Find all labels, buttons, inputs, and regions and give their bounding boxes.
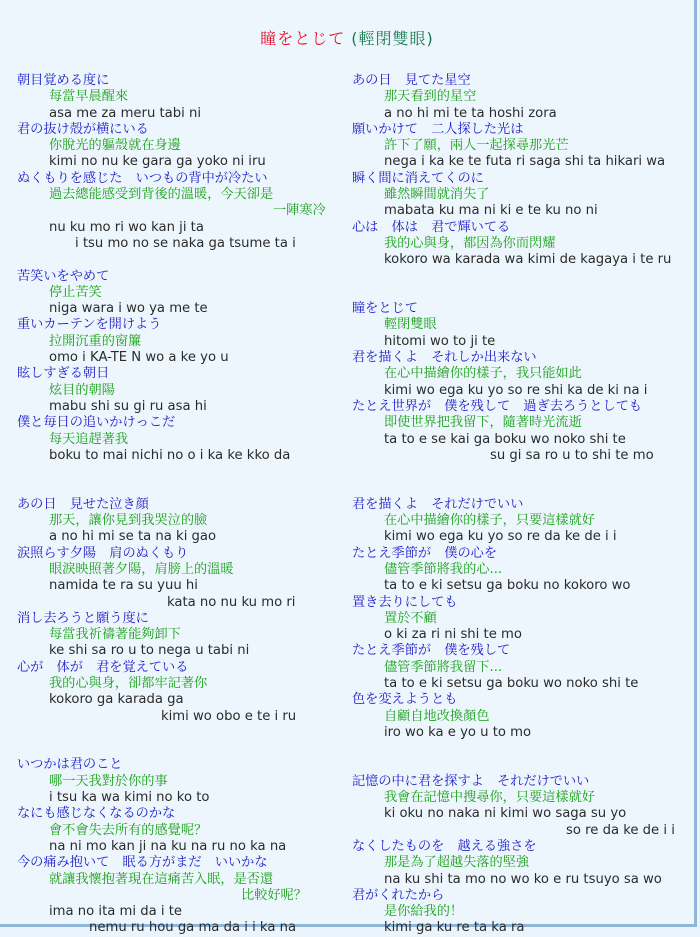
lyric-japanese: 苦笑いをやめて [17,268,110,284]
lyric-romaji: ta to e se kai ga boku wo noko shi te [384,431,626,447]
stanza-gap [352,285,692,301]
stanza-gap [352,480,692,496]
lyric-chinese: 我會在記憶中搜尋你，只要這樣就好 [384,790,595,806]
lyric-chinese: 儘管季節將我的心... [384,561,503,577]
lyric-romaji: hitomi wo to ji te [384,333,496,349]
lyric-romaji: ta to e ki setsu ga boku no kokoro wo [384,578,631,594]
lyric-chinese: 哪一天我對於你的事 [49,773,168,789]
lyric-japanese: 心は 体は 君で輝いてる [352,219,511,235]
lyric-chinese-continued: 一陣寒冷 [273,203,326,219]
lyric-chinese: 每當我祈禱著能夠卸下 [49,627,181,643]
lyric-japanese: 君がくれたから [352,887,445,903]
lyric-romaji-continued: kata no nu ku mo ri [167,594,296,610]
lyrics-column-right [352,73,692,937]
lyric-chinese: 會不會失去所有的感覺呢？ [49,822,208,838]
lyric-romaji: kimi ga ku re ta ka ra [384,920,525,936]
lyric-chinese: 輕閉雙眼 [384,317,437,333]
lyric-romaji: a no hi mi se ta na ki gao [49,529,217,545]
stanza-gap [352,464,692,480]
lyric-japanese: たとえ世界が 僕を残して 過ぎ去ろうとしても [352,398,643,414]
lyric-japanese: 朝目覚める度に [17,73,110,88]
lyric-chinese: 置於不顧 [384,610,437,626]
lyric-romaji: omo i KA-TE N wo a ke yo u [49,350,229,366]
lyric-japanese: あの日 見てた星空 [352,73,471,88]
lyric-romaji-continued: so re da ke de i i [566,822,675,838]
lyric-romaji: na ni mo kan ji na ku na ru no ka na [49,838,287,854]
lyric-romaji-continued: kimi wo obo e te i ru [161,708,297,724]
lyric-japanese: なくしたものを 越える強さを [352,838,537,854]
stanza-gap [352,757,692,773]
lyric-romaji: ki oku no naka ni kimi wo saga su yo [384,806,627,822]
lyric-chinese: 雖然瞬間就消失了 [384,187,490,203]
lyric-chinese: 那天看到的星空 [384,89,477,105]
lyric-japanese: 涙照らす夕陽 肩のぬくもり [17,545,189,561]
lyric-chinese: 我的心與身，卻都牢記著你 [49,675,208,691]
stanza-gap [17,480,357,496]
lyric-japanese: ぬくもりを感じた いつもの背中が冷たい [17,170,268,186]
lyric-romaji: ke shi sa ro u to nega u tabi ni [49,643,250,659]
lyric-chinese: 儘管季節將我留下... [384,659,503,675]
lyric-romaji: asa me za meru tabi ni [49,105,202,121]
lyric-chinese: 是你給我的！ [384,904,464,920]
lyric-japanese: たとえ季節が 僕の心を [352,545,498,561]
lyric-japanese: 置き去りにしても [352,594,458,610]
stanza-gap [17,725,357,741]
lyric-chinese: 在心中描繪你的樣子，我只能如此 [384,366,582,382]
lyric-romaji: ima no ita mi da i te [49,904,182,920]
lyric-romaji: kokoro wa karada wa kimi de kagaya i te ru [384,252,672,268]
lyric-japanese: なにも感じなくなるのかな [17,806,176,822]
lyric-chinese: 許下了願，兩人一起探尋那光芒 [384,138,569,154]
lyric-japanese: 重いカーテンを開けよう [17,317,162,333]
lyric-japanese: 心が 体が 君を覚えている [17,659,189,675]
lyric-romaji: namida te ra su yuu hi [49,578,198,594]
lyric-japanese: 消し去ろうと願う度に [17,610,149,626]
lyric-japanese: あの日 見せた泣き顔 [17,496,149,512]
stanza-gap [17,464,357,480]
lyric-chinese: 那是為了超越失落的堅強 [384,855,530,871]
lyric-chinese: 拉開沉重的窗簾 [49,333,142,349]
lyric-japanese: 色を変えようとも [352,692,458,708]
lyric-romaji: nu ku mo ri wo kan ji ta [49,219,204,235]
lyric-japanese: 瞳をとじて [352,301,418,317]
lyric-chinese: 即使世界把我留下，隨著時光流逝 [384,415,582,431]
lyric-romaji: mabata ku ma ni ki e te ku no ni [384,203,598,219]
lyric-chinese: 炫目的朝陽 [49,382,115,398]
lyric-japanese: 瞬く間に消えてくのに [352,170,484,186]
lyric-chinese: 那天，讓你見到我哭泣的臉 [49,513,208,529]
title-japanese: 瞳をとじて [260,29,346,48]
lyric-romaji: ta to e ki setsu ga boku wo noko shi te [384,675,639,691]
lyric-japanese: いつかは君のこと [17,757,123,773]
lyric-romaji: kimi wo ega ku yo so re shi ka de ki na i [384,382,648,398]
lyric-japanese: 僕と毎日の追いかけっこだ [17,415,176,431]
lyric-japanese: 眩しすぎる朝日 [17,366,110,382]
lyric-romaji: nega i ka ke te futa ri saga shi ta hikari wa [384,154,666,170]
lyric-romaji: boku to mai nichi no o i ka ke kko da [49,447,291,463]
lyric-chinese: 你脫光的軀殼就在身邊 [49,138,181,154]
lyric-chinese: 過去總能感受到背後的溫暖，今天卻是 [49,187,274,203]
lyric-romaji: iro wo ka e yo u to mo [384,724,532,740]
lyric-romaji: i tsu ka wa kimi no ko to [49,790,210,806]
lyric-chinese: 我的心與身，都因為你而閃耀 [384,235,556,251]
lyric-japanese: 今の痛み抱いて 眠る方がまだ いいかな [17,855,268,871]
lyric-japanese: 願いかけて 二人探した光は [352,121,524,137]
lyric-chinese: 每當早晨醒來 [49,89,129,105]
lyric-romaji: o ki za ri ni shi te mo [384,627,522,643]
lyric-romaji: a no hi mi te ta hoshi zora [384,105,557,121]
lyric-japanese: 君の抜け殻が横にいる [17,121,149,137]
lyric-chinese: 眼淚映照著夕陽，肩膀上的溫暖 [49,561,234,577]
title-chinese: (輕閉雙眼) [351,29,434,48]
lyric-chinese: 就讓我懷抱著現在這痛苦入眠，是否還 [49,871,274,887]
lyric-romaji: niga wara i wo ya me te [49,301,208,317]
lyric-japanese: 記憶の中に君を探すよ それだけでいい [352,773,590,789]
page-title [0,26,694,49]
lyric-romaji-continued: nemu ru hou ga ma da i i ka na [89,920,297,936]
lyric-chinese: 在心中描繪你的樣子，只要這樣就好 [384,513,595,529]
stanza-gap [17,741,357,757]
lyric-chinese: 每天追趕著我 [49,431,129,447]
stanza-gap [352,269,692,285]
lyric-chinese: 停止苦笑 [49,284,102,300]
lyric-romaji-continued: i tsu mo no se naka ga tsume ta i [75,235,296,251]
lyric-romaji: kokoro ga karada ga [49,692,184,708]
lyric-japanese: 君を描くよ それしか出来ない [352,350,537,366]
stanza-gap [17,252,357,268]
lyric-romaji-continued: su gi sa ro u to shi te mo [490,447,654,463]
lyric-chinese: 自顧自地改換顏色 [384,708,490,724]
lyric-japanese: たとえ季節が 僕を残して [352,643,511,659]
stanza-gap [352,741,692,757]
lyric-romaji: kimi no nu ke gara ga yoko ni iru [49,154,266,170]
lyrics-column-left [17,73,357,937]
lyric-romaji: mabu shi su gi ru asa hi [49,398,207,414]
lyric-japanese: 君を描くよ それだけでいい [352,496,524,512]
lyric-chinese-continued: 比較好呢？ [241,887,307,903]
lyric-romaji: na ku shi ta mo no wo ko e ru tsuyo sa wo [384,871,662,887]
lyric-romaji: kimi wo ega ku yo so re da ke de i i [384,529,617,545]
